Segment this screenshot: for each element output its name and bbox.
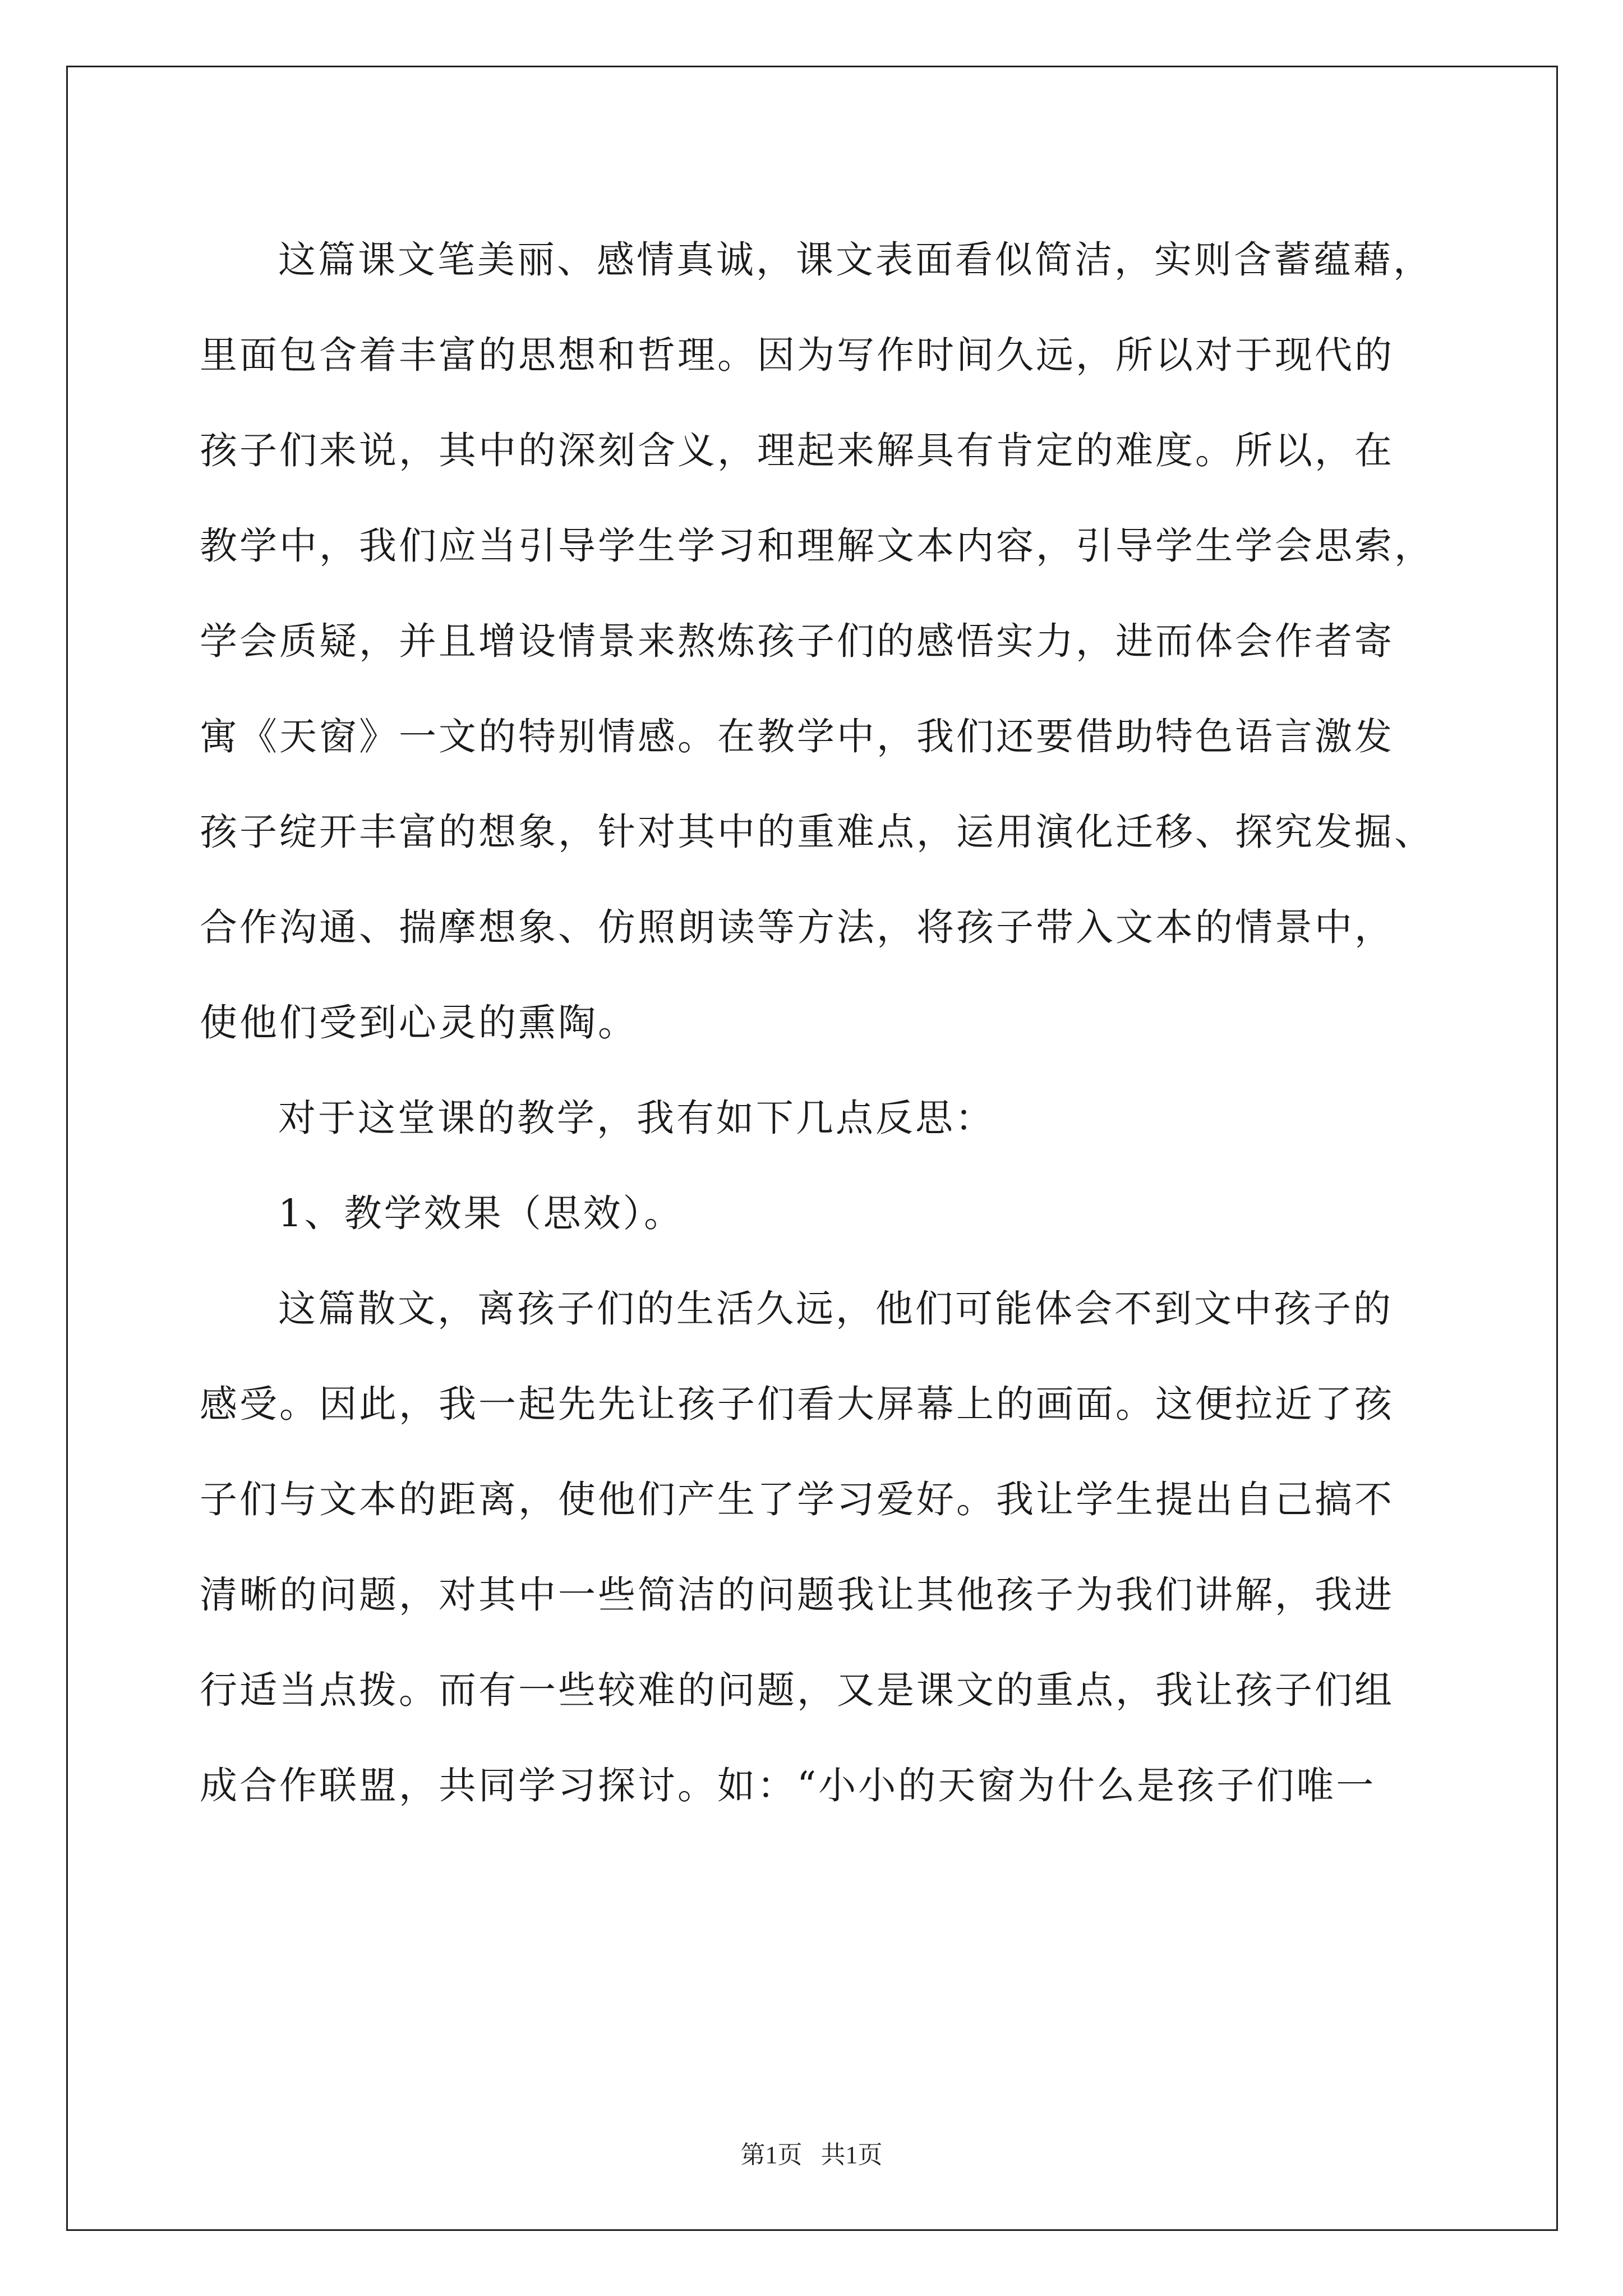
- text-line: 这篇散文，离孩子们的生活久远，他们可能体会不到文中孩子的: [278, 1287, 1393, 1331]
- text-line: 教学中，我们应当引导学生学习和理解文本内容，引导学生学会思索，: [200, 524, 1434, 568]
- text-line: 孩子绽开丰富的想象，针对其中的重难点，运用演化迁移、探究发掘、: [200, 810, 1434, 854]
- document-body: [200, 212, 1456, 1833]
- page-footer: 第1页 共1页: [740, 2141, 883, 2169]
- text-line: 清晰的问题，对其中一些简洁的问题我让其他孩子为我们讲解，我进: [200, 1573, 1394, 1617]
- text-line: 里面包含着丰富的思想和哲理。因为写作时间久远，所以对于现代的: [200, 333, 1394, 377]
- text-line: 孩子们来说，其中的深刻含义，理起来解具有肯定的难度。所以，在: [200, 429, 1394, 472]
- text-line: 合作沟通、揣摩想象、仿照朗读等方法，将孩子带入文本的情景中，: [200, 905, 1394, 949]
- section-heading: 1、教学效果（思效）。: [278, 1191, 684, 1235]
- text-line: 行适当点拨。而有一些较难的问题，又是课文的重点，我让孩子们组: [200, 1668, 1394, 1712]
- text-line: 使他们受到心灵的熏陶。: [200, 1001, 638, 1045]
- text-line: 这篇课文笔美丽、感情真诚，课文表面看似简洁，实则含蓄蕴藉，: [278, 238, 1433, 282]
- text-line: 成合作联盟，共同学习探讨。如：“小小的天窗为什么是孩子们唯一: [200, 1764, 1376, 1807]
- text-line: 感受。因此，我一起先先让孩子们看大屏幕上的画面。这便拉近了孩: [200, 1382, 1394, 1426]
- text-line: 对于这堂课的教学，我有如下几点反思：: [278, 1096, 995, 1140]
- text-line: 学会质疑，并且增设情景来熬炼孩子们的感悟实力，进而体会作者寄: [200, 619, 1394, 663]
- text-line: 寓《天窗》一文的特别情感。在教学中，我们还要借助特色语言激发: [200, 715, 1394, 758]
- text-line: 子们与文本的距离，使他们产生了学习爱好。我让学生提出自己搞不: [200, 1478, 1394, 1521]
